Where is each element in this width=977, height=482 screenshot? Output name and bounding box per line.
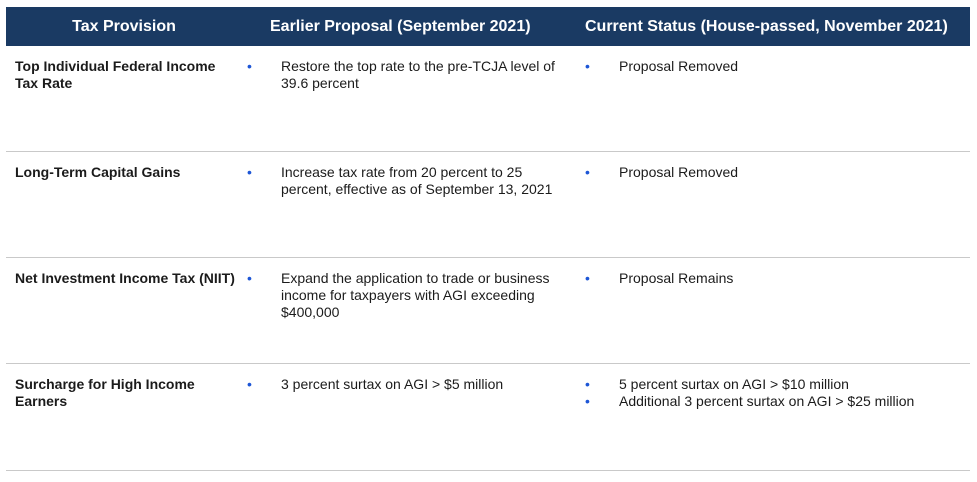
bullet-icon: • [247, 270, 252, 286]
current-status-text: Proposal Removed [619, 58, 739, 74]
bullet-icon: • [247, 58, 252, 74]
header-tax-provision: Tax Provision [72, 18, 176, 35]
current-status-cell [580, 376, 970, 410]
earlier-proposal-text: 3 percent surtax on AGI > $5 million [281, 376, 504, 392]
list-item [242, 270, 562, 321]
earlier-proposal-text: Increase tax rate from 20 percent to 25 percent, effective as of September 13, 2021 [281, 164, 553, 197]
table-row [6, 152, 970, 258]
earlier-proposal-cell [242, 58, 562, 92]
provision-label: Surcharge for High Income Earners [15, 376, 195, 409]
earlier-proposal-text: Restore the top rate to the pre-TCJA level of 39.6 percent [281, 58, 555, 91]
provision-label: Top Individual Federal Income Tax Rate [15, 58, 216, 91]
bullet-icon: • [247, 164, 252, 180]
provision-label: Net Investment Income Tax (NIIT) [15, 270, 235, 286]
header-current-status: Current Status (House-passed, November 2021) [585, 18, 948, 35]
current-status-text: Proposal Removed [619, 164, 739, 180]
list-item [580, 376, 970, 393]
list-item [242, 58, 562, 92]
list-item [242, 376, 562, 393]
table-row [6, 364, 970, 471]
bullet-icon: • [585, 393, 590, 409]
list-item [580, 58, 970, 75]
tax-provision-table [6, 7, 970, 471]
table-row [6, 46, 970, 152]
current-status-text: 5 percent surtax on AGI > $10 million [619, 376, 849, 392]
bullet-icon: • [585, 164, 590, 180]
current-status-cell [580, 270, 970, 287]
table-header [6, 7, 970, 46]
provision-label: Long-Term Capital Gains [15, 164, 181, 180]
earlier-proposal-text: Expand the application to trade or business income for taxpayers with AGI exceeding $400,000 [281, 270, 550, 320]
bullet-icon: • [585, 58, 590, 74]
bullet-icon: • [585, 376, 590, 392]
earlier-proposal-cell [242, 270, 562, 321]
current-status-cell [580, 164, 970, 181]
current-status-text: Proposal Remains [619, 270, 734, 286]
bullet-icon: • [247, 376, 252, 392]
table-row [6, 258, 970, 364]
current-status-text: Additional 3 percent surtax on AGI > $25 million [619, 393, 915, 409]
earlier-proposal-cell [242, 164, 562, 198]
header-earlier-proposal: Earlier Proposal (September 2021) [270, 18, 531, 35]
list-item [580, 164, 970, 181]
list-item [580, 393, 970, 410]
list-item [242, 164, 562, 198]
current-status-cell [580, 58, 970, 75]
list-item [580, 270, 970, 287]
bullet-icon: • [585, 270, 590, 286]
earlier-proposal-cell [242, 376, 562, 393]
